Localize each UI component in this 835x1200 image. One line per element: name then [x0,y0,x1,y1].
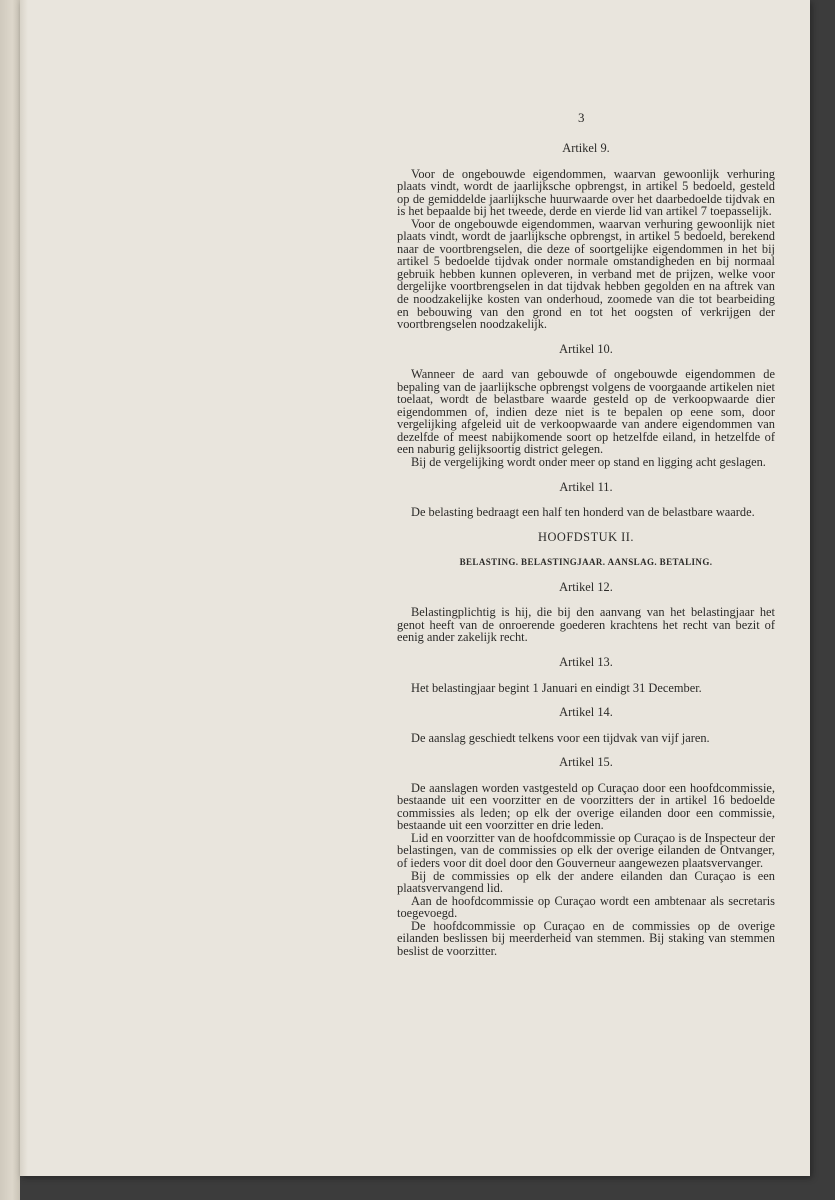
article-9 [397,142,775,331]
article-heading: Artikel 14. [559,705,613,720]
page-number: 3 [578,110,585,125]
article-paragraph: Wanneer de aard van gebouwde of ongebouwde eigendommen de bepaling van de jaarlijksche opbrengst volgens de voorgaande artikelen niet toelaat, wordt de belastbare waarde gesteld op de verkoopwaarde dier eigendommen of, indien deze niet is te bepalen op eene som, door vergelijking afgeleid uit de verkoopwaarde van andere eigendommen van dezelfde of meest nabijkomende soort op hetzelfde eiland, in hetzelfde of een naburig gelijksoortig district gelegen. [397,367,775,457]
article-paragraph: De hoofdcommissie op Curaçao en de commissies op de overige eilanden beslissen bij meerderheid van stemmen. Bij staking van stemmen beslist de voorzitter. [397,918,775,958]
article-paragraph: Belastingplichtig is hij, die bij den aanvang van het belastingjaar het genot heeft van de onroerende goederen krachtens het recht van bezit of eenig ander zakelijk recht. [397,605,775,645]
chapter-title: HOOFDSTUK II. [538,529,634,544]
article-11 [397,481,775,519]
article-heading: Artikel 9. [562,141,610,155]
text-column [397,142,775,969]
article-paragraph: Het belastingjaar begint 1 Januari en eindigt 31 December. [411,680,702,695]
article-paragraph: Voor de ongebouwde eigendommen, waarvan gewoonlijk verhuring plaats vindt, wordt de jaarlijksche opbrengst, in artikel 5 bedoeld, gesteld op de gemiddelde jaarlijksche huurwaarde over het daarbedoelde tijdvak en is het bepaalde bij het tweede, derde en vierde lid van artikel 7 toepasselijk. [397,166,775,219]
article-heading: Artikel 11. [559,479,613,494]
article-paragraph: De aanslagen worden vastgesteld op Curaçao door een hoofdcommissie, bestaande uit een voorzitter en de voorzitters der in artikel 16 bedoelde commissies als leden; op elk der overige eilanden door een commissie, bestaande uit een voorzitter en drie leden. [397,780,775,833]
article-paragraph: De aanslag geschiedt telkens voor een tijdvak van vijf jaren. [411,730,710,745]
page-fold-shadow [20,0,28,1176]
article-14 [397,706,775,744]
article-heading: Artikel 13. [559,654,613,669]
article-10 [397,343,775,469]
article-paragraph: De belasting bedraagt een half ten honderd van de belastbare waarde. [411,505,755,520]
article-paragraph: Bij de vergelijking wordt onder meer op stand en ligging acht geslagen. [411,455,766,470]
article-paragraph: Lid en voorzitter van de hoofdcommissie op Curaçao is de Inspecteur der belastingen, van de commissies op elk der overige eilanden de Ontvanger, of ieders voor dit doel door den Gouverneur aangewezen plaatsvervanger. [397,830,775,870]
article-15 [397,756,775,957]
article-12 [397,581,775,644]
article-paragraph: Aan de hoofdcommissie op Curaçao wordt een ambtenaar als secretaris toegevoegd. [397,893,775,921]
article-paragraph: Voor de ongebouwde eigendommen, waarvan verhuring gewoonlijk niet plaats vindt, wordt de jaarlijksche opbrengst, in artikel 5 bedoeld, berekend naar de voortbrengselen, die deze of soortgelijke eigendommen in het bij artikel 5 bedoelde tijdvak onder normale omstandigheden en bij normaal gebruik hebben kunnen opleveren, in verband met de prijzen, welke voor dergelijke voortbrengselen in dat tijdvak hebben gegolden en na aftrek van de noodzakelijke kosten van onderhoud, zoomede van die tot bearbeiding en bebouwing van den grond en tot het oogsten of verkrijgen der voortbrengselen noodzakelijk. [397,216,775,332]
article-heading: Artikel 12. [559,579,613,594]
adjacent-page-edge [0,0,20,1200]
document-page [20,0,810,1176]
article-heading: Artikel 15. [559,755,613,770]
article-paragraph: Bij de commissies op elk der andere eilanden dan Curaçao is een plaatsvervangend lid. [397,868,775,896]
article-13 [397,656,775,694]
chapter-subtitle: BELASTING. BELASTINGJAAR. AANSLAG. BETALING. [459,557,713,568]
article-heading: Artikel 10. [559,341,613,356]
